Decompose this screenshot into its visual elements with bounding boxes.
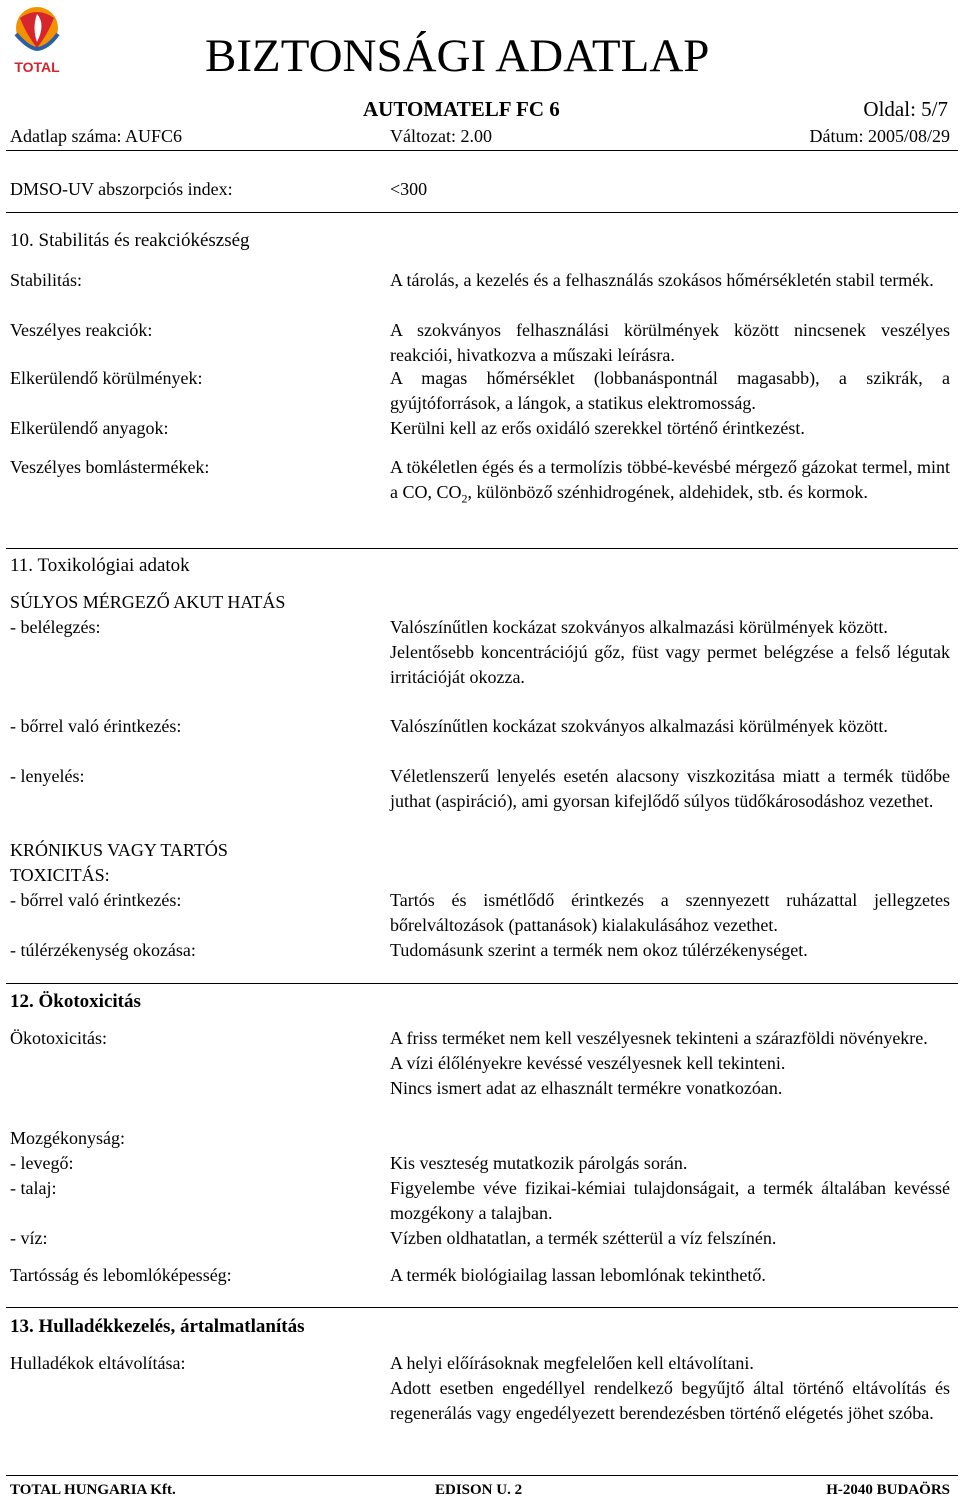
footer-company: TOTAL HUNGARIA Kft. (10, 1482, 176, 1498)
inhalation-value-1: Valószínűtlen kockázat szokványos alkalmazási körülmények között. (390, 617, 888, 637)
hazard-reactions-value: A szokványos felhasználási körülmények között nincsenek veszélyes reakciói, hivatkozva a műszaki leírásra. (390, 320, 950, 365)
dmso-label: DMSO-UV abszorpciós index: (10, 179, 233, 199)
stability-label: Stabilitás: (10, 270, 82, 290)
water-value: Vízben oldhatatlan, a termék szétterül a víz felszínén. (390, 1228, 777, 1248)
inhalation-value-2: Jelentősebb koncentrációjú gőz, füst vagy permet belégzése a felső légutak irritációját okozza. (390, 642, 950, 687)
ingestion-value: Véletlenszerű lenyelés esetén alacsony viszkozitása miatt a termék tüdőbe juthat (aspiráció), ami gyorsan kifejlődő súlyos tüdőkárosodáshoz vezethet. (390, 766, 950, 811)
section-11-title: 11. Toxikológiai adatok (10, 555, 190, 576)
footer-city: H-2040 BUDAÖRS (826, 1482, 950, 1498)
water-label: - víz: (10, 1228, 48, 1248)
section-divider (6, 548, 958, 549)
svg-text:TOTAL: TOTAL (14, 59, 60, 75)
disposal-value-2: Adott esetben engedéllyel rendelkező begyűjtő által történő eltávolítás és regenerálás vagy engedélyezett berendezésben történő elégetés jöhet szóba. (390, 1378, 950, 1423)
decomposition-label: Veszélyes bomlástermékek: (10, 457, 210, 477)
persistence-label: Tartósság és lebomlóképesség: (10, 1265, 232, 1285)
soil-label: - talaj: (10, 1178, 57, 1198)
ingestion-label: - lenyelés: (10, 766, 85, 786)
ecotoxicity-value (390, 1026, 950, 1101)
chronic-skin-value: Tartós és ismétlődő érintkezés a szennyezett ruházattal jellegzetes bőrelváltozások (pattanások) kialakulásához vezethet. (390, 890, 950, 935)
ecotoxicity-value-2: A vízi élőlényekre kevéssé veszélyesnek kell tekinteni. (390, 1053, 786, 1073)
skin-contact-value: Valószínűtlen kockázat szokványos alkalmazási körülmények között. (390, 716, 888, 736)
conditions-value: A magas hőmérséklet (lobbanáspontnál magasabb), a szikrák, a gyújtóforrások, a lángok, a statikus elektromosság. (390, 368, 950, 413)
chronic-heading (10, 838, 228, 888)
chronic-heading-line-1: KRÓNIKUS VAGY TARTÓS (10, 840, 228, 860)
section-divider (6, 212, 958, 213)
disposal-label: Hulladékok eltávolítása: (10, 1353, 186, 1373)
header-divider (6, 150, 958, 151)
disposal-value (390, 1351, 950, 1426)
section-12-title: 12. Ökotoxicitás (10, 991, 141, 1012)
sensitization-value: Tudomásunk szerint a termék nem okoz túlérzékenységet. (390, 940, 808, 960)
section-13-title: 13. Hulladékkezelés, ártalmatlanítás (10, 1316, 305, 1337)
sheet-number: Adatlap száma: AUFC6 (10, 126, 182, 146)
air-value: Kis veszteség mutatkozik párolgás során. (390, 1153, 688, 1173)
decomposition-value (390, 455, 950, 505)
decomposition-text-1: A tökéletlen égés és a termolízis többé-kevésbé mérgező gázokat termel, mint a CO, CO (390, 457, 950, 502)
version: Változat: 2.00 (390, 126, 492, 146)
date: Dátum: 2005/08/29 (809, 126, 950, 146)
persistence-value: A termék biológiailag lassan lebomlónak tekinthető. (390, 1265, 766, 1285)
section-divider (6, 983, 958, 984)
air-label: - levegő: (10, 1153, 74, 1173)
materials-label: Elkerülendő anyagok: (10, 418, 169, 438)
materials-value: Kerülni kell az erős oxidáló szerekkel történő érintkezést. (390, 418, 805, 438)
hazard-reactions-label: Veszélyes reakciók: (10, 320, 153, 340)
mobility-label: Mozgékonyság: (10, 1128, 125, 1148)
chronic-heading-line-2: TOXICITÁS: (10, 865, 110, 885)
ecotoxicity-label: Ökotoxicitás: (10, 1028, 107, 1048)
product-name: AUTOMATELF FC 6 (363, 97, 560, 121)
stability-value: A tárolás, a kezelés és a felhasználás szokásos hőmérsékletén stabil termék. (390, 270, 934, 290)
disposal-value-1: A helyi előírásoknak megfelelően kell eltávolítani. (390, 1353, 754, 1373)
sensitization-label: - túlérzékenység okozása: (10, 940, 196, 960)
conditions-label: Elkerülendő körülmények: (10, 368, 203, 388)
footer-address: EDISON U. 2 (435, 1482, 523, 1498)
ecotoxicity-value-1: A friss terméket nem kell veszélyesnek tekinteni a szárazföldi növényekre. (390, 1028, 928, 1048)
section-divider (6, 1307, 958, 1308)
inhalation-value (390, 615, 950, 690)
dmso-value: <300 (390, 179, 428, 199)
page-number: Oldal: 5/7 (863, 97, 948, 121)
inhalation-label: - belélegzés: (10, 617, 101, 637)
ecotoxicity-value-3: Nincs ismert adat az elhasznált termékre vonatkozóan. (390, 1078, 783, 1098)
decomposition-subscript: 2 (461, 491, 468, 506)
total-logo (8, 4, 66, 76)
document-title: BIZTONSÁGI ADATLAP (205, 30, 710, 82)
section-10-title: 10. Stabilitás és reakciókészség (10, 230, 250, 251)
skin-contact-label: - bőrrel való érintkezés: (10, 716, 182, 736)
chronic-skin-label: - bőrrel való érintkezés: (10, 890, 182, 910)
footer-divider (6, 1475, 958, 1476)
soil-value: Figyelembe véve fizikai-kémiai tulajdonságait, a termék általában kevéssé mozgékony a talajban. (390, 1178, 950, 1223)
acute-heading: SÚLYOS MÉRGEZŐ AKUT HATÁS (10, 592, 286, 612)
decomposition-text-2: , különböző szénhidrogének, aldehidek, stb. és kormok. (467, 482, 868, 502)
